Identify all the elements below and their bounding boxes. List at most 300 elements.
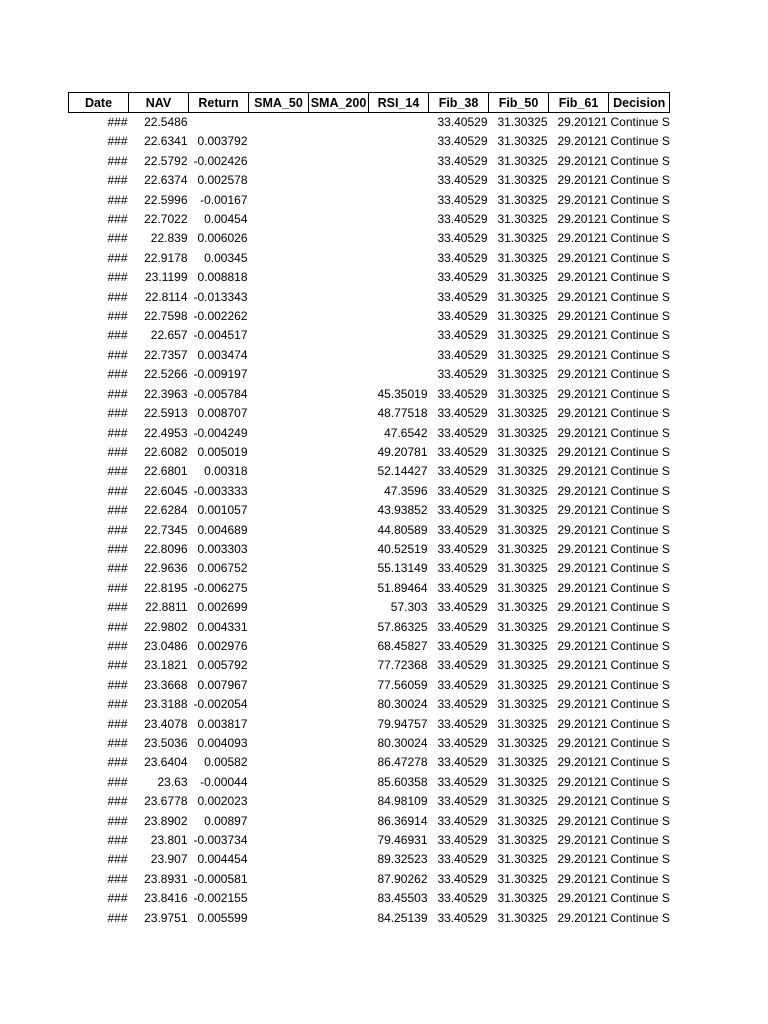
cell-fib-61[interactable]: 29.20121	[557, 697, 608, 712]
cell-fib-38[interactable]: 33.40529	[437, 891, 488, 906]
cell-fib-50[interactable]: 31.30325	[497, 386, 548, 401]
cell-return[interactable]: 0.003817	[197, 716, 248, 731]
cell-sma-50[interactable]	[249, 909, 309, 928]
cell-return[interactable]: -0.005784	[193, 386, 248, 401]
cell-fib-50[interactable]: 31.30325	[497, 774, 548, 789]
cell-decision[interactable]: Continue S	[610, 270, 670, 285]
cell-nav[interactable]: 23.8902	[144, 813, 188, 828]
cell-return[interactable]: 0.007967	[197, 677, 248, 692]
cell-sma-200[interactable]	[309, 307, 369, 326]
cell-fib-38[interactable]: 33.40529	[437, 173, 488, 188]
cell-fib-61[interactable]: 29.20121	[557, 755, 608, 770]
cell-fib-61[interactable]: 29.20121	[557, 270, 608, 285]
cell-decision[interactable]: Continue S	[610, 153, 670, 168]
cell-decision[interactable]: Continue S	[610, 212, 670, 227]
cell-nav[interactable]: 22.7357	[144, 347, 188, 362]
cell-nav[interactable]: 22.4953	[144, 425, 188, 440]
cell-nav[interactable]: 22.5913	[144, 406, 188, 421]
cell-fib-50[interactable]: 31.30325	[497, 736, 548, 750]
cell-nav[interactable]: 23.4078	[144, 716, 188, 731]
cell-fib-61[interactable]: 29.20121	[557, 619, 608, 634]
cell-fib-50[interactable]: 31.30325	[497, 541, 548, 556]
cell-fib-38[interactable]: 33.40529	[437, 755, 488, 770]
cell-nav[interactable]: 22.9636	[144, 561, 188, 576]
cell-return[interactable]: -0.002155	[193, 891, 248, 906]
cell-rsi-14[interactable]	[369, 365, 429, 384]
cell-fib-61[interactable]: 29.20121	[557, 231, 608, 246]
cell-fib-38[interactable]: 33.40529	[437, 774, 488, 789]
cell-fib-61[interactable]: 29.20121	[557, 250, 608, 265]
cell-nav[interactable]: 23.8931	[144, 871, 188, 886]
cell-rsi-14[interactable]: 77.72368	[377, 658, 428, 673]
cell-sma-50[interactable]	[249, 113, 309, 133]
cell-fib-38[interactable]: 33.40529	[437, 328, 488, 343]
cell-rsi-14[interactable]: 57.303	[390, 600, 428, 615]
cell-sma-200[interactable]	[309, 501, 369, 520]
cell-date[interactable]: ###	[107, 813, 128, 828]
cell-fib-50[interactable]: 31.30325	[497, 270, 548, 285]
cell-return[interactable]: -0.000581	[193, 871, 248, 886]
cell-decision[interactable]: Continue S	[610, 736, 670, 750]
cell-fib-38[interactable]: 33.40529	[437, 464, 488, 479]
cell-fib-38[interactable]: 33.40529	[437, 115, 488, 129]
cell-date[interactable]: ###	[107, 503, 128, 518]
cell-rsi-14[interactable]: 80.30024	[377, 736, 428, 750]
cell-nav[interactable]: 23.6404	[144, 755, 188, 770]
cell-nav[interactable]: 22.8096	[144, 541, 188, 556]
cell-return[interactable]: -0.009197	[193, 367, 248, 382]
cell-sma-50[interactable]	[249, 229, 309, 248]
cell-fib-61[interactable]: 29.20121	[557, 347, 608, 362]
cell-sma-50[interactable]	[249, 753, 309, 772]
cell-fib-38[interactable]: 33.40529	[437, 833, 488, 848]
cell-nav[interactable]: 22.6341	[144, 134, 188, 149]
cell-decision[interactable]: Continue S	[610, 386, 670, 401]
cell-fib-61[interactable]: 29.20121	[557, 638, 608, 653]
cell-rsi-14[interactable]: 77.56059	[377, 677, 428, 692]
cell-fib-38[interactable]: 33.40529	[437, 638, 488, 653]
cell-return[interactable]: 0.004093	[197, 736, 248, 750]
cell-return[interactable]: -0.002426	[193, 153, 248, 168]
cell-fib-61[interactable]: 29.20121	[557, 464, 608, 479]
cell-rsi-14[interactable]: 44.80589	[377, 522, 428, 537]
cell-decision[interactable]: Continue S	[610, 289, 670, 304]
cell-fib-38[interactable]: 33.40529	[437, 619, 488, 634]
cell-fib-50[interactable]: 31.30325	[497, 580, 548, 595]
cell-return[interactable]: 0.002976	[197, 638, 248, 653]
cell-fib-61[interactable]: 29.20121	[557, 541, 608, 556]
cell-date[interactable]: ###	[107, 115, 128, 129]
cell-decision[interactable]: Continue S	[610, 173, 670, 188]
cell-nav[interactable]: 22.7345	[144, 522, 188, 537]
cell-date[interactable]: ###	[107, 755, 128, 770]
cell-fib-50[interactable]: 31.30325	[497, 347, 548, 362]
cell-sma-200[interactable]	[309, 326, 369, 345]
cell-rsi-14[interactable]: 48.77518	[377, 406, 428, 421]
cell-date[interactable]: ###	[107, 580, 128, 595]
cell-date[interactable]: ###	[107, 212, 128, 227]
cell-sma-50[interactable]	[249, 385, 309, 404]
cell-return[interactable]: 0.006752	[197, 561, 248, 576]
cell-date[interactable]: ###	[107, 328, 128, 343]
cell-date[interactable]: ###	[107, 677, 128, 692]
cell-rsi-14[interactable]: 55.13149	[377, 561, 428, 576]
cell-rsi-14[interactable]: 85.60358	[377, 774, 428, 789]
cell-sma-50[interactable]	[249, 792, 309, 811]
cell-sma-50[interactable]	[249, 424, 309, 443]
cell-fib-38[interactable]: 33.40529	[437, 192, 488, 207]
cell-sma-50[interactable]	[249, 288, 309, 307]
cell-sma-50[interactable]	[249, 734, 309, 753]
cell-return[interactable]: 0.00582	[204, 755, 248, 770]
cell-fib-50[interactable]: 31.30325	[497, 503, 548, 518]
cell-sma-200[interactable]	[309, 909, 369, 928]
cell-sma-200[interactable]	[309, 656, 369, 675]
cell-rsi-14[interactable]	[369, 307, 429, 326]
cell-fib-61[interactable]: 29.20121	[557, 503, 608, 518]
cell-fib-38[interactable]: 33.40529	[437, 270, 488, 285]
cell-return[interactable]: 0.008818	[197, 270, 248, 285]
cell-return[interactable]: 0.002699	[197, 600, 248, 615]
cell-return[interactable]: -0.004249	[193, 425, 248, 440]
cell-sma-200[interactable]	[309, 249, 369, 268]
cell-return[interactable]: 0.002023	[197, 794, 248, 809]
cell-fib-50[interactable]: 31.30325	[497, 444, 548, 459]
cell-fib-61[interactable]: 29.20121	[557, 833, 608, 848]
cell-date[interactable]: ###	[107, 736, 128, 750]
cell-sma-50[interactable]	[249, 676, 309, 695]
cell-rsi-14[interactable]	[369, 326, 429, 345]
cell-rsi-14[interactable]: 68.45827	[377, 638, 428, 653]
cell-decision[interactable]: Continue S	[610, 871, 670, 886]
cell-decision[interactable]: Continue S	[610, 347, 670, 362]
cell-rsi-14[interactable]: 47.6542	[384, 425, 428, 440]
cell-fib-50[interactable]: 31.30325	[497, 600, 548, 615]
header-date[interactable]: Date	[69, 93, 129, 113]
header-fib-61[interactable]: Fib_61	[549, 93, 609, 113]
cell-fib-50[interactable]: 31.30325	[497, 115, 548, 129]
cell-sma-200[interactable]	[309, 773, 369, 792]
cell-rsi-14[interactable]: 79.94757	[377, 716, 428, 731]
cell-nav[interactable]: 22.5486	[144, 115, 188, 129]
cell-nav[interactable]: 22.7022	[144, 212, 188, 227]
cell-nav[interactable]: 22.839	[150, 231, 188, 246]
cell-fib-61[interactable]: 29.20121	[557, 444, 608, 459]
cell-return[interactable]: 0.006026	[197, 231, 248, 246]
cell-rsi-14[interactable]: 89.32523	[377, 852, 428, 867]
cell-return[interactable]: -0.00167	[200, 192, 248, 207]
cell-nav[interactable]: 22.9802	[144, 619, 188, 634]
cell-date[interactable]: ###	[107, 619, 128, 634]
cell-fib-38[interactable]: 33.40529	[437, 212, 488, 227]
header-sma-200[interactable]: SMA_200	[309, 93, 369, 113]
cell-fib-38[interactable]: 33.40529	[437, 852, 488, 867]
cell-sma-200[interactable]	[309, 715, 369, 734]
cell-sma-200[interactable]	[309, 132, 369, 151]
cell-return[interactable]: -0.004517	[193, 328, 248, 343]
cell-fib-61[interactable]: 29.20121	[557, 891, 608, 906]
cell-date[interactable]: ###	[107, 406, 128, 421]
cell-fib-50[interactable]: 31.30325	[497, 619, 548, 634]
cell-rsi-14[interactable]	[369, 346, 429, 365]
cell-rsi-14[interactable]: 47.3596	[384, 483, 428, 498]
cell-fib-61[interactable]: 29.20121	[557, 600, 608, 615]
cell-date[interactable]: ###	[107, 386, 128, 401]
cell-date[interactable]: ###	[107, 541, 128, 556]
header-fib-38[interactable]: Fib_38	[429, 93, 489, 113]
cell-date[interactable]: ###	[107, 600, 128, 615]
cell-nav[interactable]: 22.6374	[144, 173, 188, 188]
cell-sma-200[interactable]	[309, 462, 369, 481]
cell-nav[interactable]: 23.801	[150, 833, 188, 848]
cell-date[interactable]: ###	[107, 561, 128, 576]
cell-fib-50[interactable]: 31.30325	[497, 561, 548, 576]
cell-fib-38[interactable]: 33.40529	[437, 153, 488, 168]
cell-date[interactable]: ###	[107, 522, 128, 537]
cell-decision[interactable]: Continue S	[610, 483, 670, 498]
cell-fib-61[interactable]: 29.20121	[557, 406, 608, 421]
cell-decision[interactable]: Continue S	[610, 774, 670, 789]
cell-sma-50[interactable]	[249, 559, 309, 578]
cell-nav[interactable]: 22.5996	[144, 192, 188, 207]
cell-decision[interactable]: Continue S	[610, 794, 670, 809]
cell-fib-61[interactable]: 29.20121	[557, 386, 608, 401]
cell-fib-38[interactable]: 33.40529	[437, 309, 488, 324]
cell-rsi-14[interactable]: 87.90262	[377, 871, 428, 886]
cell-fib-50[interactable]: 31.30325	[497, 173, 548, 188]
cell-date[interactable]: ###	[107, 483, 128, 498]
cell-rsi-14[interactable]: 79.46931	[377, 833, 428, 848]
cell-fib-50[interactable]: 31.30325	[497, 658, 548, 673]
cell-rsi-14[interactable]: 43.93852	[377, 503, 428, 518]
cell-decision[interactable]: Continue S	[610, 755, 670, 770]
cell-decision[interactable]: Continue S	[610, 309, 670, 324]
cell-fib-61[interactable]: 29.20121	[557, 115, 608, 129]
cell-fib-61[interactable]: 29.20121	[557, 794, 608, 809]
cell-nav[interactable]: 23.5036	[144, 736, 188, 750]
cell-fib-61[interactable]: 29.20121	[557, 522, 608, 537]
cell-fib-38[interactable]: 33.40529	[437, 813, 488, 828]
cell-fib-38[interactable]: 33.40529	[437, 910, 488, 925]
cell-sma-50[interactable]	[249, 482, 309, 501]
cell-rsi-14[interactable]: 40.52519	[377, 541, 428, 556]
cell-fib-61[interactable]: 29.20121	[557, 736, 608, 750]
cell-fib-50[interactable]: 31.30325	[497, 910, 548, 925]
cell-sma-200[interactable]	[309, 210, 369, 229]
cell-fib-50[interactable]: 31.30325	[497, 134, 548, 149]
cell-fib-50[interactable]: 31.30325	[497, 833, 548, 848]
cell-sma-50[interactable]	[249, 521, 309, 540]
cell-rsi-14[interactable]: 51.89464	[377, 580, 428, 595]
cell-fib-38[interactable]: 33.40529	[437, 406, 488, 421]
cell-date[interactable]: ###	[107, 153, 128, 168]
cell-date[interactable]: ###	[107, 794, 128, 809]
cell-sma-50[interactable]	[249, 656, 309, 675]
cell-date[interactable]: ###	[107, 192, 128, 207]
cell-fib-61[interactable]: 29.20121	[557, 173, 608, 188]
cell-decision[interactable]: Continue S	[610, 600, 670, 615]
cell-sma-200[interactable]	[309, 424, 369, 443]
cell-sma-200[interactable]	[309, 792, 369, 811]
cell-nav[interactable]: 22.6045	[144, 483, 188, 498]
cell-sma-50[interactable]	[249, 889, 309, 908]
cell-decision[interactable]: Continue S	[610, 833, 670, 848]
cell-nav[interactable]: 23.8416	[144, 891, 188, 906]
cell-decision[interactable]: Continue S	[610, 658, 670, 673]
cell-fib-50[interactable]: 31.30325	[497, 813, 548, 828]
cell-decision[interactable]: Continue S	[610, 134, 670, 149]
cell-date[interactable]: ###	[107, 231, 128, 246]
cell-sma-200[interactable]	[309, 521, 369, 540]
cell-sma-200[interactable]	[309, 734, 369, 753]
cell-nav[interactable]: 22.6284	[144, 503, 188, 518]
cell-rsi-14[interactable]	[369, 210, 429, 229]
cell-fib-61[interactable]: 29.20121	[557, 328, 608, 343]
cell-date[interactable]: ###	[107, 367, 128, 382]
cell-date[interactable]: ###	[107, 289, 128, 304]
cell-return[interactable]: 0.003792	[197, 134, 248, 149]
cell-sma-50[interactable]	[249, 695, 309, 714]
cell-fib-50[interactable]: 31.30325	[497, 852, 548, 867]
cell-rsi-14[interactable]: 84.25139	[377, 910, 428, 925]
cell-fib-61[interactable]: 29.20121	[557, 212, 608, 227]
cell-date[interactable]: ###	[107, 250, 128, 265]
cell-sma-200[interactable]	[309, 812, 369, 831]
cell-sma-50[interactable]	[249, 346, 309, 365]
cell-nav[interactable]: 23.907	[150, 852, 188, 867]
cell-return[interactable]: -0.00044	[200, 774, 248, 789]
cell-date[interactable]: ###	[107, 347, 128, 362]
cell-sma-200[interactable]	[309, 404, 369, 423]
cell-return[interactable]: 0.00454	[204, 212, 248, 227]
cell-decision[interactable]: Continue S	[610, 367, 670, 382]
cell-return[interactable]: -0.003734	[193, 833, 248, 848]
cell-sma-50[interactable]	[249, 501, 309, 520]
cell-fib-61[interactable]: 29.20121	[557, 677, 608, 692]
cell-decision[interactable]: Continue S	[610, 464, 670, 479]
cell-date[interactable]: ###	[107, 716, 128, 731]
cell-sma-200[interactable]	[309, 695, 369, 714]
cell-nav[interactable]: 23.6778	[144, 794, 188, 809]
cell-return[interactable]: 0.008707	[197, 406, 248, 421]
cell-date[interactable]: ###	[107, 134, 128, 149]
cell-return[interactable]: 0.004454	[197, 852, 248, 867]
cell-decision[interactable]: Continue S	[610, 115, 670, 129]
cell-fib-50[interactable]: 31.30325	[497, 367, 548, 382]
cell-date[interactable]: ###	[107, 774, 128, 789]
cell-sma-50[interactable]	[249, 618, 309, 637]
cell-sma-50[interactable]	[249, 152, 309, 171]
cell-sma-200[interactable]	[309, 482, 369, 501]
cell-sma-50[interactable]	[249, 307, 309, 326]
cell-sma-200[interactable]	[309, 559, 369, 578]
cell-fib-38[interactable]: 33.40529	[437, 600, 488, 615]
cell-return[interactable]: 0.002578	[197, 173, 248, 188]
cell-fib-38[interactable]: 33.40529	[437, 386, 488, 401]
cell-fib-38[interactable]: 33.40529	[437, 677, 488, 692]
cell-nav[interactable]: 22.9178	[144, 250, 188, 265]
header-nav[interactable]: NAV	[129, 93, 189, 113]
cell-nav[interactable]: 23.0486	[144, 638, 188, 653]
cell-nav[interactable]: 22.5792	[144, 153, 188, 168]
cell-sma-200[interactable]	[309, 346, 369, 365]
cell-decision[interactable]: Continue S	[610, 522, 670, 537]
cell-rsi-14[interactable]: 45.35019	[377, 386, 428, 401]
cell-rsi-14[interactable]: 57.86325	[377, 619, 428, 634]
cell-fib-50[interactable]: 31.30325	[497, 425, 548, 440]
cell-fib-61[interactable]: 29.20121	[557, 910, 608, 925]
cell-rsi-14[interactable]	[369, 249, 429, 268]
cell-fib-38[interactable]: 33.40529	[437, 444, 488, 459]
cell-sma-200[interactable]	[309, 385, 369, 404]
cell-nav[interactable]: 23.1821	[144, 658, 188, 673]
cell-fib-50[interactable]: 31.30325	[497, 153, 548, 168]
cell-sma-200[interactable]	[309, 850, 369, 869]
cell-sma-50[interactable]	[249, 132, 309, 151]
cell-fib-50[interactable]: 31.30325	[497, 794, 548, 809]
cell-fib-61[interactable]: 29.20121	[557, 289, 608, 304]
cell-fib-50[interactable]: 31.30325	[497, 406, 548, 421]
cell-fib-38[interactable]: 33.40529	[437, 580, 488, 595]
cell-fib-61[interactable]: 29.20121	[557, 192, 608, 207]
cell-rsi-14[interactable]: 83.45503	[377, 891, 428, 906]
cell-fib-38[interactable]: 33.40529	[437, 503, 488, 518]
cell-fib-61[interactable]: 29.20121	[557, 153, 608, 168]
cell-sma-50[interactable]	[249, 210, 309, 229]
cell-sma-50[interactable]	[249, 579, 309, 598]
cell-nav[interactable]: 23.1199	[145, 270, 188, 285]
cell-date[interactable]: ###	[107, 173, 128, 188]
cell-nav[interactable]: 22.7598	[144, 309, 188, 324]
cell-fib-61[interactable]: 29.20121	[557, 309, 608, 324]
cell-fib-38[interactable]: 33.40529	[437, 522, 488, 537]
header-fib-50[interactable]: Fib_50	[489, 93, 549, 113]
cell-sma-200[interactable]	[309, 753, 369, 772]
cell-nav[interactable]: 23.3188	[144, 697, 188, 712]
cell-sma-50[interactable]	[249, 404, 309, 423]
cell-sma-50[interactable]	[249, 637, 309, 656]
cell-rsi-14[interactable]: 80.30024	[377, 697, 428, 712]
cell-sma-50[interactable]	[249, 462, 309, 481]
cell-sma-200[interactable]	[309, 676, 369, 695]
cell-sma-50[interactable]	[249, 812, 309, 831]
cell-date[interactable]: ###	[107, 658, 128, 673]
cell-rsi-14[interactable]: 49.20781	[377, 444, 428, 459]
cell-return[interactable]: -0.002054	[193, 697, 248, 712]
cell-decision[interactable]: Continue S	[610, 503, 670, 518]
cell-fib-50[interactable]: 31.30325	[497, 328, 548, 343]
cell-return[interactable]: 0.00318	[204, 464, 248, 479]
cell-fib-50[interactable]: 31.30325	[497, 192, 548, 207]
cell-return[interactable]: -0.013343	[193, 289, 248, 304]
cell-fib-61[interactable]: 29.20121	[557, 658, 608, 673]
cell-fib-50[interactable]: 31.30325	[497, 212, 548, 227]
cell-sma-200[interactable]	[309, 889, 369, 908]
cell-date[interactable]: ###	[107, 464, 128, 479]
cell-decision[interactable]: Continue S	[610, 813, 670, 828]
cell-decision[interactable]: Continue S	[610, 406, 670, 421]
header-decision[interactable]: Decision	[609, 93, 670, 113]
cell-decision[interactable]: Continue S	[610, 697, 670, 712]
cell-fib-61[interactable]: 29.20121	[557, 852, 608, 867]
cell-fib-50[interactable]: 31.30325	[497, 638, 548, 653]
cell-sma-200[interactable]	[309, 540, 369, 559]
cell-nav[interactable]: 22.6801	[144, 464, 188, 479]
cell-fib-61[interactable]: 29.20121	[557, 425, 608, 440]
header-sma-50[interactable]: SMA_50	[249, 93, 309, 113]
cell-fib-50[interactable]: 31.30325	[497, 231, 548, 246]
cell-decision[interactable]: Continue S	[610, 328, 670, 343]
